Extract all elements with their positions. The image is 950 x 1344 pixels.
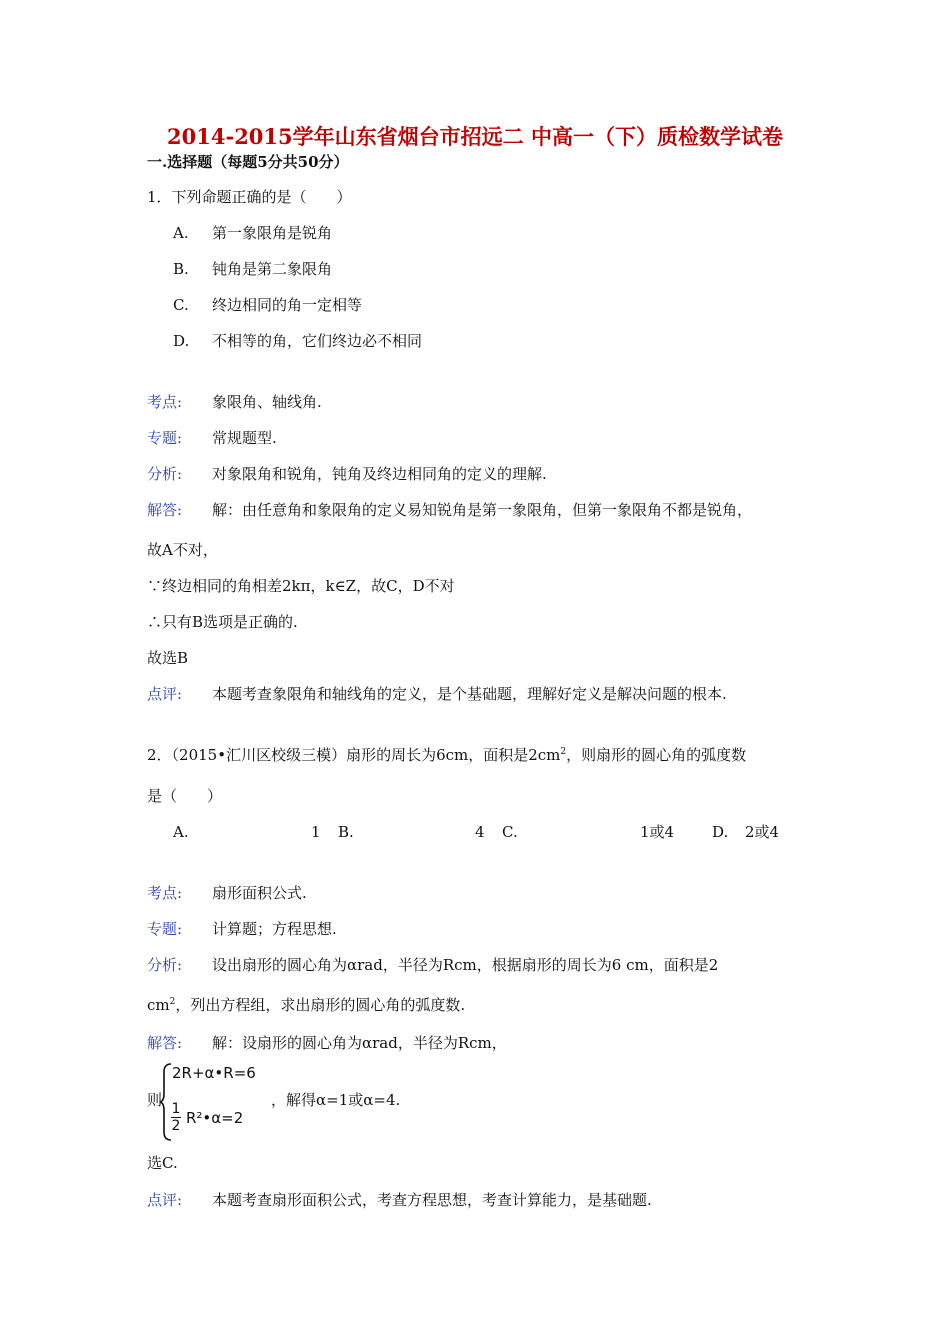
q2-fenxi-unit: cm — [147, 996, 170, 1014]
q2-option-d-text: 2或4 — [745, 823, 780, 841]
q1-option-c-letter: C. — [173, 296, 189, 314]
q1-option-b-letter: B. — [173, 260, 189, 278]
q2-ze: 则 — [147, 1091, 163, 1109]
q2-dianping: 本题考查扇形面积公式，考查方程思想，考查计算能力，是基础题. — [212, 1191, 652, 1209]
q2-stem-part2: ，则扇形的圆心角的弧度数 — [566, 746, 747, 764]
q2-fenxi-label: 分析: — [147, 956, 183, 974]
fraction-denominator: 2 — [171, 1118, 181, 1134]
section-heading: 一.选择题（每题5分共50分） — [147, 153, 349, 171]
q1-dianping: 本题考查象限角和轴线角的定义，是个基础题，理解好定义是解决问题的根本. — [212, 685, 727, 703]
q2-stem-superscript: 2 — [560, 747, 567, 757]
q2-option-a-letter: A. — [173, 823, 189, 841]
q1-option-a-letter: A. — [173, 224, 189, 242]
q1-option-a-text: 第一象限角是锐角 — [212, 224, 333, 242]
q2-option-c-letter: C. — [502, 823, 518, 841]
q2-zhuanti: 计算题；方程思想. — [212, 920, 337, 938]
q2-zhuanti-label: 专题: — [147, 920, 183, 938]
q1-option-c-text: 终边相同的角一定相等 — [212, 296, 363, 314]
q2-stem-line2: 是（ ） — [147, 787, 223, 805]
q2-kaodian-label: 考点: — [147, 884, 183, 902]
q2-jieda-line1: 解：设扇形的圆心角为αrad，半径为Rcm， — [212, 1034, 507, 1052]
q2-fenxi-superscript: 2 — [169, 997, 176, 1007]
q1-zhuanti: 常规题型. — [212, 429, 277, 447]
q2-jieda-label: 解答: — [147, 1034, 183, 1052]
q2-fenxi-line2 — [147, 998, 465, 1013]
equation-system — [143, 1062, 273, 1142]
q2-fenxi-line1: 设出扇形的圆心角为αrad，半径为Rcm，根据扇形的周长为6 cm，面积是2 — [212, 956, 719, 974]
q2-option-c-text: 1或4 — [640, 823, 675, 841]
q1-option-d-letter: D. — [173, 332, 190, 350]
q2-stem-part1: 2．（2015•汇川区校级三模）扇形的周长为6cm，面积是2cm — [147, 746, 561, 764]
q2-dianping-label: 点评: — [147, 1191, 183, 1209]
page-title: 2014-2015学年山东省烟台市招远二 中高一（下）质检数学试卷 — [167, 124, 783, 149]
q2-solution: ，解得α=1或α=4. — [271, 1091, 401, 1109]
equation-2-fraction — [171, 1102, 181, 1133]
q2-option-a-text: 1 — [311, 823, 321, 841]
q1-jieda-line5: 故选B — [147, 649, 189, 667]
equation-1: 2R+α•R=6 — [172, 1064, 256, 1082]
q2-option-b-text: 4 — [475, 823, 485, 841]
q2-option-b-letter: B. — [338, 823, 354, 841]
q1-jieda-line1: 解：由任意角和象限角的定义易知锐角是第一象限角，但第一象限角不都是锐角， — [212, 501, 753, 519]
q1-jieda-label: 解答: — [147, 501, 183, 519]
q1-kaodian: 象限角、轴线角. — [212, 393, 322, 411]
fraction-numerator: 1 — [171, 1101, 181, 1117]
q2-fenxi-rest: ，列出方程组，求出扇形的圆心角的弧度数. — [175, 996, 466, 1014]
q1-stem: 1．下列命题正确的是（ ） — [147, 188, 352, 206]
q1-jieda-line2: 故A不对， — [147, 541, 218, 559]
q1-jieda-line3: ∵终边相同的角相差2kπ，k∈Z，故C，D不对 — [147, 577, 455, 595]
q2-option-d-letter: D. — [712, 823, 729, 841]
q1-dianping-label: 点评: — [147, 685, 183, 703]
q1-jieda-line4: ∴只有B选项是正确的. — [147, 613, 298, 631]
q1-option-b-text: 钝角是第二象限角 — [212, 260, 333, 278]
q2-xuan: 选C. — [147, 1154, 178, 1172]
q1-fenxi-label: 分析: — [147, 465, 183, 483]
q1-option-d-text: 不相等的角，它们终边必不相同 — [212, 332, 423, 350]
q2-kaodian: 扇形面积公式. — [212, 884, 307, 902]
q1-fenxi: 对象限角和锐角，钝角及终边相同角的定义的理解. — [212, 465, 547, 483]
equation-2: R²•α=2 — [186, 1109, 244, 1127]
q1-kaodian-label: 考点: — [147, 393, 183, 411]
q2-stem — [147, 748, 746, 763]
q1-zhuanti-label: 专题: — [147, 429, 183, 447]
